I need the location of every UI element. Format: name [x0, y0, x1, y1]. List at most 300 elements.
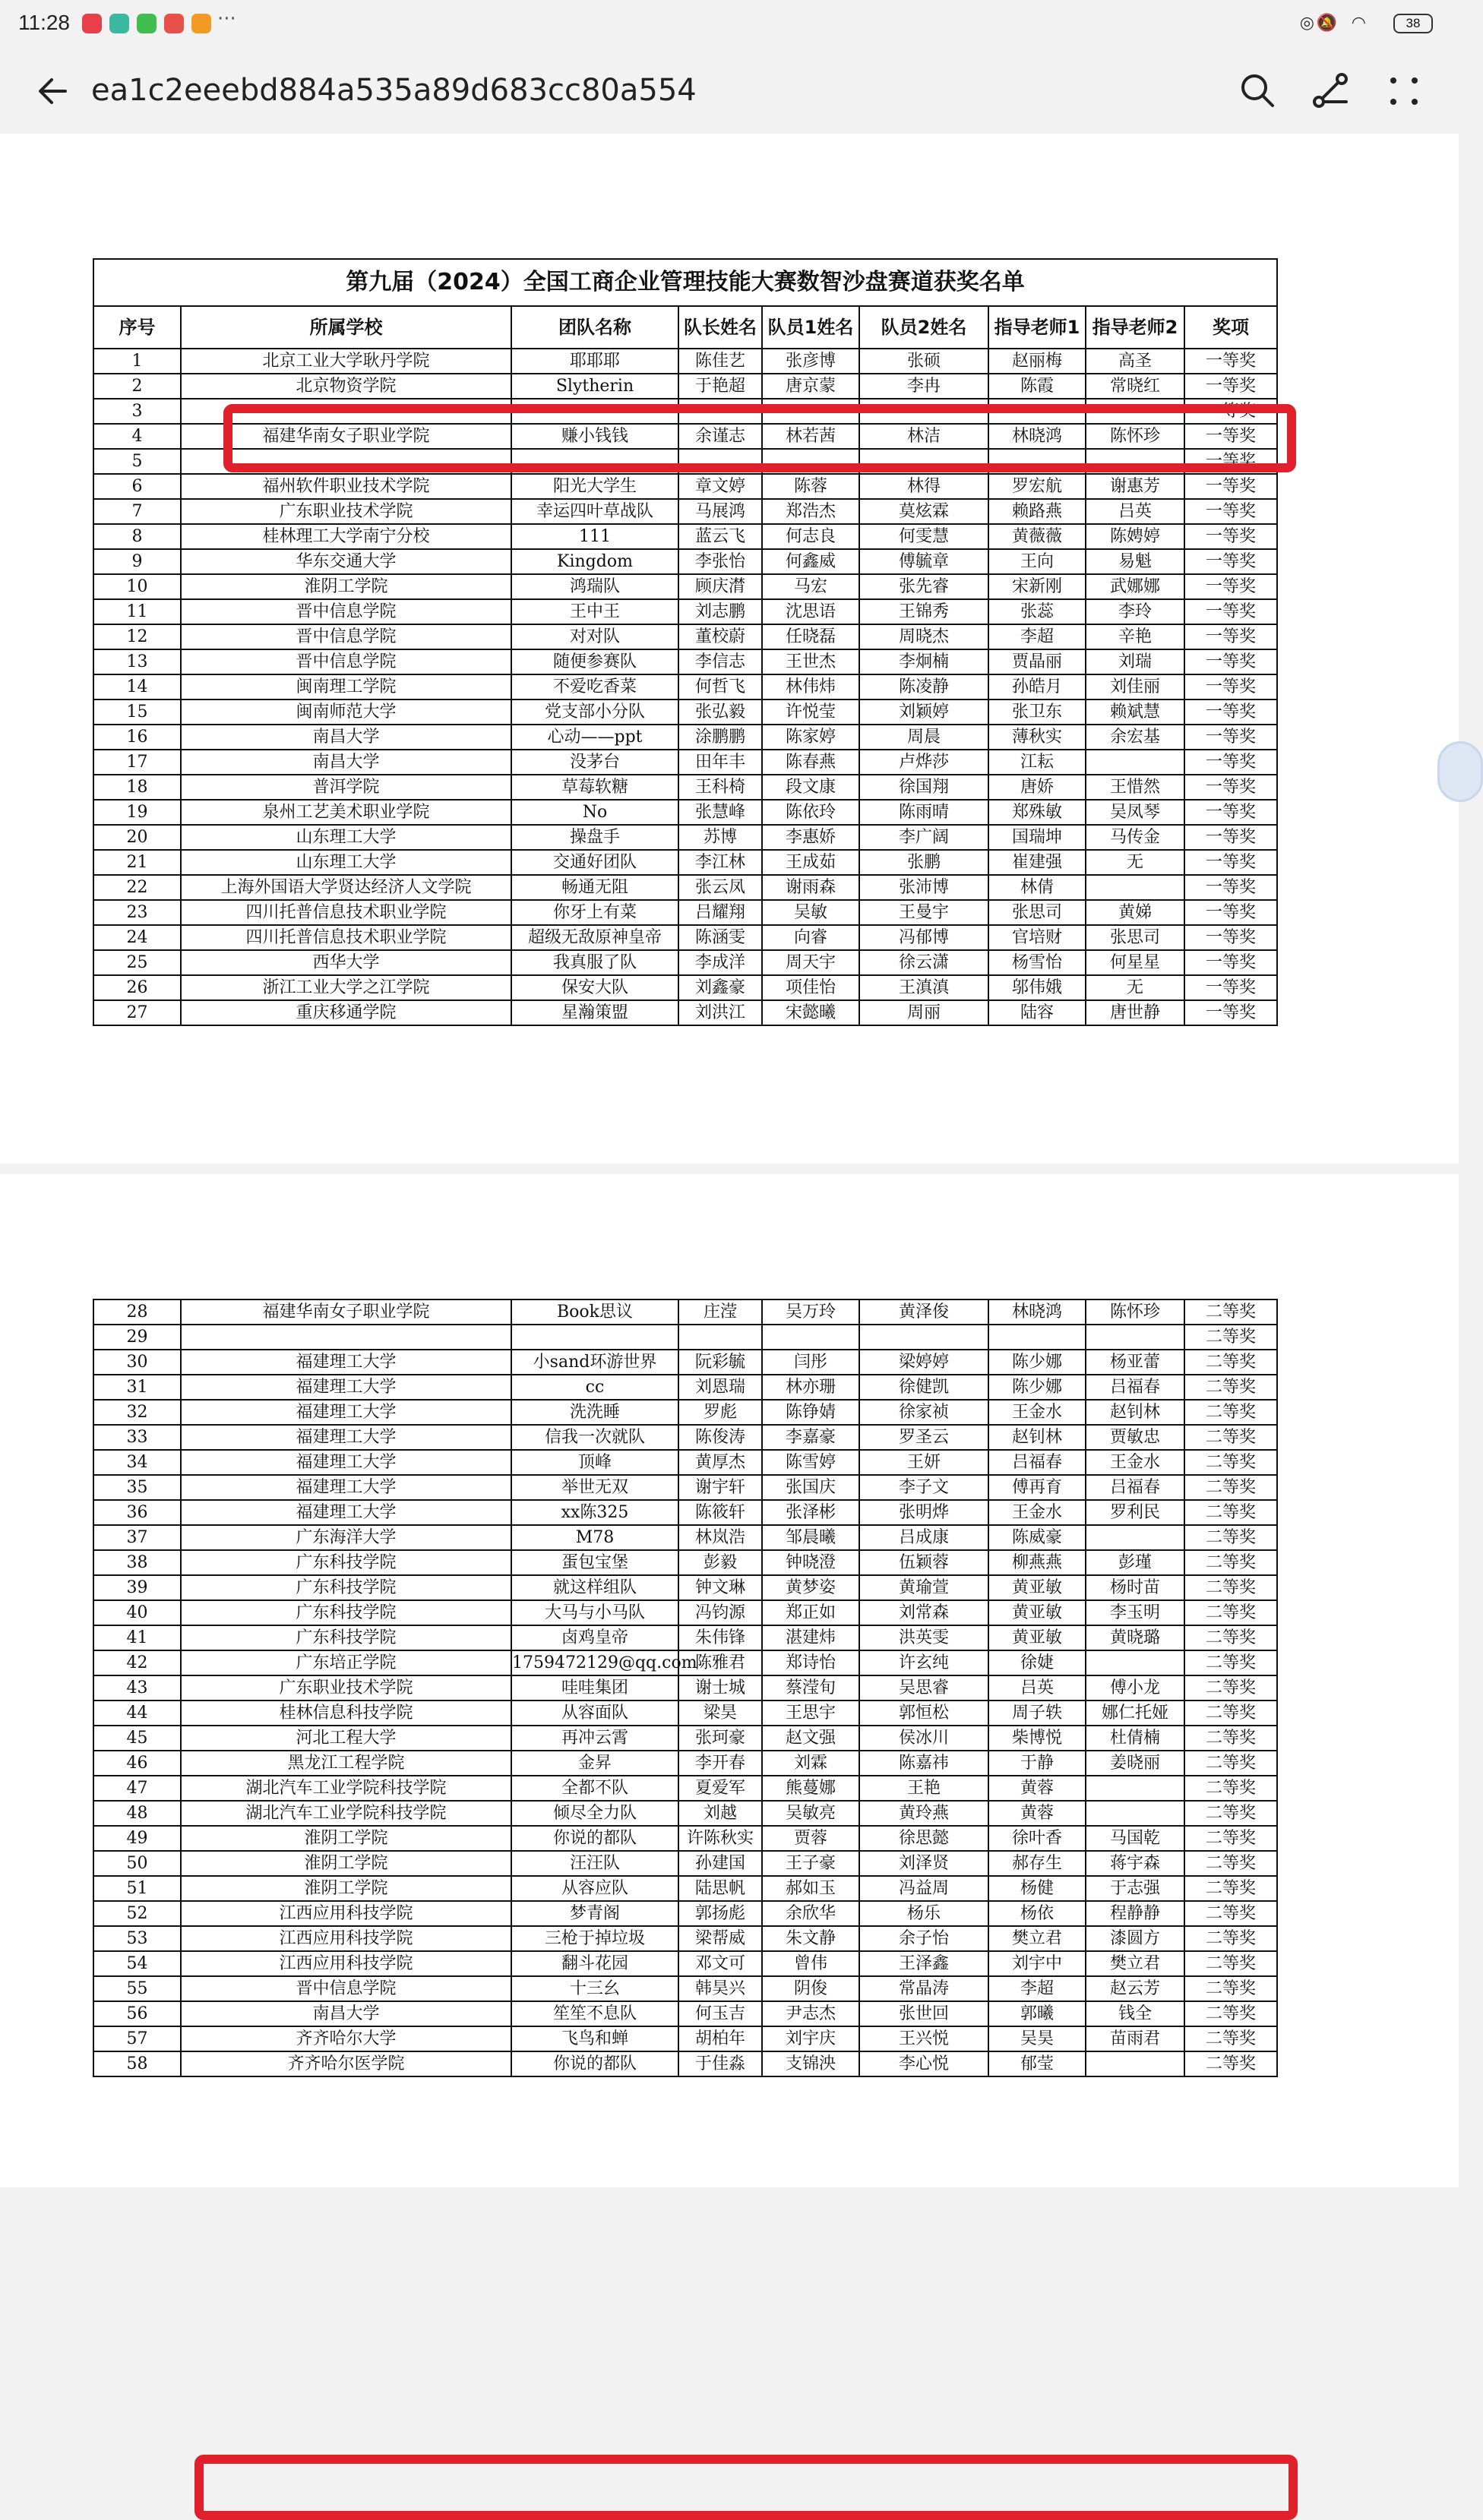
table-cell: 吕福春 [1086, 1475, 1184, 1500]
table-cell: 周晓杰 [859, 624, 988, 649]
table-cell [511, 1325, 678, 1350]
table-cell: 郭扬彪 [678, 1901, 762, 1926]
table-cell: 14 [93, 674, 181, 699]
table-row [93, 1600, 1277, 1625]
table-cell: 38 [93, 1550, 181, 1575]
table-cell: 一等奖 [1184, 499, 1277, 524]
table-cell: 王艳 [859, 1776, 988, 1801]
table-cell: 3 [93, 399, 181, 424]
table-cell: 罗圣云 [859, 1425, 988, 1450]
table-cell: 顶峰 [511, 1450, 678, 1475]
table-cell: 黄瑜萱 [859, 1575, 988, 1600]
table-cell: 武娜娜 [1086, 574, 1184, 599]
table-cell: 58 [93, 2051, 181, 2076]
table-cell: 何玉吉 [678, 2001, 762, 2026]
table-cell: 尹志杰 [762, 2001, 859, 2026]
battery-icon: 38 [1393, 14, 1433, 33]
table-cell: 浙江工业大学之江学院 [181, 975, 511, 1000]
table-cell [859, 1325, 988, 1350]
table-cell: 杨健 [988, 1876, 1086, 1901]
table-cell: 李广阔 [859, 825, 988, 850]
table-cell: 张思司 [988, 900, 1086, 925]
table-cell: 黑龙江工程学院 [181, 1751, 511, 1776]
table-cell: 福州软件职业技术学院 [181, 474, 511, 499]
column-header: 队长姓名 [678, 306, 762, 349]
table-cell: 黄泽俊 [859, 1299, 988, 1325]
table-cell: 29 [93, 1325, 181, 1350]
table-cell: 张彦博 [762, 349, 859, 374]
table-cell: 二等奖 [1184, 1400, 1277, 1425]
table-cell: 二等奖 [1184, 1901, 1277, 1926]
table-cell: M78 [511, 1525, 678, 1550]
table-cell: 晋中信息学院 [181, 624, 511, 649]
table-cell: 苏博 [678, 825, 762, 850]
table-cell: 曾伟 [762, 1951, 859, 1976]
table-cell: 项佳怡 [762, 975, 859, 1000]
table-cell: 淮阴工学院 [181, 1876, 511, 1901]
table-cell: 郑正如 [762, 1600, 859, 1625]
table-cell: 晋中信息学院 [181, 599, 511, 624]
table-cell: 闽南理工学院 [181, 674, 511, 699]
mute-icon: 🔕 [1316, 14, 1337, 33]
table-cell: 32 [93, 1400, 181, 1425]
table-row [93, 1701, 1277, 1726]
table-cell: 徐婕 [988, 1650, 1086, 1675]
table-cell: 黄玲燕 [859, 1801, 988, 1826]
table-title: 第九届（2024）全国工商企业管理技能大赛数智沙盘赛道获奖名单 [93, 259, 1277, 306]
table-cell: 无 [1086, 850, 1184, 875]
table-header-row [93, 306, 1277, 349]
table-cell: 23 [93, 900, 181, 925]
column-header: 团队名称 [511, 306, 678, 349]
table-cell: 杨时苗 [1086, 1575, 1184, 1600]
table-row [93, 374, 1277, 399]
table-cell: 向睿 [762, 925, 859, 950]
table-cell: 官培财 [988, 925, 1086, 950]
table-cell: 莫炫霖 [859, 499, 988, 524]
table-cell: 一等奖 [1184, 399, 1277, 424]
table-cell: 赵钊林 [988, 1425, 1086, 1450]
table-row [93, 1525, 1277, 1550]
table-cell: 上海外国语大学贤达经济人文学院 [181, 875, 511, 900]
table-cell: 李玲 [1086, 599, 1184, 624]
table-cell: 田年丰 [678, 750, 762, 775]
video-app-icon [191, 14, 211, 33]
table-cell: 阳光大学生 [511, 474, 678, 499]
table-cell: 吴凤琴 [1086, 800, 1184, 825]
table-cell: 你牙上有菜 [511, 900, 678, 925]
table-cell: 张弘毅 [678, 699, 762, 725]
table-cell: 黄亚敏 [988, 1575, 1086, 1600]
table-cell: 李心悦 [859, 2051, 988, 2076]
table-cell: 林洁 [859, 424, 988, 449]
table-row [93, 499, 1277, 524]
table-cell: 从容应队 [511, 1876, 678, 1901]
table-cell: 二等奖 [1184, 1976, 1277, 2001]
table-cell: 53 [93, 1926, 181, 1951]
table-cell: 刘恩瑞 [678, 1375, 762, 1400]
table-cell [1086, 750, 1184, 775]
table-cell: 于艳超 [678, 374, 762, 399]
table-cell: 赚小钱钱 [511, 424, 678, 449]
table-cell: 李成洋 [678, 950, 762, 975]
table-cell: 李信志 [678, 649, 762, 674]
table-cell: 赵钊林 [1086, 1400, 1184, 1425]
table-cell: 王滇滇 [859, 975, 988, 1000]
table-cell: 57 [93, 2026, 181, 2051]
table-row [93, 750, 1277, 775]
table-cell: 山东理工大学 [181, 850, 511, 875]
table-cell: 湛建炜 [762, 1625, 859, 1650]
table-cell: 周晨 [859, 725, 988, 750]
table-cell: 陆思帆 [678, 1876, 762, 1901]
table-cell: 30 [93, 1350, 181, 1375]
table-row [93, 2051, 1277, 2076]
table-cell: 蓝云飞 [678, 524, 762, 549]
table-cell: 二等奖 [1184, 1650, 1277, 1675]
table-row [93, 1726, 1277, 1751]
table-cell: 山东理工大学 [181, 825, 511, 850]
table-cell: 贾敏忠 [1086, 1425, 1184, 1450]
table-cell: 邬伟娥 [988, 975, 1086, 1000]
table-cell: 一等奖 [1184, 424, 1277, 449]
table-cell: 周子轶 [988, 1701, 1086, 1726]
table-cell: 42 [93, 1650, 181, 1675]
table-cell: 耶耶耶 [511, 349, 678, 374]
table-cell: 陈佳艺 [678, 349, 762, 374]
table-cell: 南昌大学 [181, 750, 511, 775]
table-row [93, 1876, 1277, 1901]
table-cell: 吕福春 [988, 1450, 1086, 1475]
table-cell: 一等奖 [1184, 875, 1277, 900]
table-cell: 陈铮婧 [762, 1400, 859, 1425]
table-cell: 54 [93, 1951, 181, 1976]
table-cell: 35 [93, 1475, 181, 1500]
table-cell: 庄滢 [678, 1299, 762, 1325]
table-cell: 陈威豪 [988, 1525, 1086, 1550]
table-cell: 薄秋实 [988, 725, 1086, 750]
table-cell: 李江林 [678, 850, 762, 875]
table-row [93, 2026, 1277, 2051]
table-cell: 朱文静 [762, 1926, 859, 1951]
table-row [93, 1425, 1277, 1450]
search-icon[interactable] [1238, 71, 1276, 109]
table-cell: 7 [93, 499, 181, 524]
back-arrow-icon[interactable] [32, 70, 74, 112]
table-cell: 张沛博 [859, 875, 988, 900]
table-cell: 梁帮威 [678, 1926, 762, 1951]
table-cell: 郁莹 [988, 2051, 1086, 2076]
table-cell: 李超 [988, 624, 1086, 649]
table-cell: 二等奖 [1184, 1299, 1277, 1325]
table-cell: 大马与小马队 [511, 1600, 678, 1625]
table-cell: 一等奖 [1184, 574, 1277, 599]
table-cell: 马国乾 [1086, 1826, 1184, 1851]
table-row [93, 349, 1277, 374]
table-cell: 泉州工艺美术职业学院 [181, 800, 511, 825]
table-cell: 樊立君 [1086, 1951, 1184, 1976]
table-cell: 心动——ppt [511, 725, 678, 750]
table-cell: 金昇 [511, 1751, 678, 1776]
table-cell: 王金水 [988, 1500, 1086, 1525]
table-cell: 张思司 [1086, 925, 1184, 950]
table-cell: 国瑞坤 [988, 825, 1086, 850]
highlight-box [194, 2455, 1298, 2520]
table-cell: 郭曦 [988, 2001, 1086, 2026]
wifi-icon: ◠ [1351, 14, 1366, 33]
table-cell: 吕成康 [859, 1525, 988, 1550]
table-cell: 余子怡 [859, 1926, 988, 1951]
table-cell: 蒋宇森 [1086, 1851, 1184, 1876]
column-header: 队员2姓名 [859, 306, 988, 349]
table-cell: 梦青阁 [511, 1901, 678, 1926]
table-cell: Slytherin [511, 374, 678, 399]
column-header: 指导老师1 [988, 306, 1086, 349]
table-cell: 傅小龙 [1086, 1675, 1184, 1701]
table-cell: 赵丽梅 [988, 349, 1086, 374]
table-row [93, 1650, 1277, 1675]
table-cell: 杨雪怡 [988, 950, 1086, 975]
table-cell: 李张怡 [678, 549, 762, 574]
table-cell: 黄娣 [1086, 900, 1184, 925]
table-cell: 二等奖 [1184, 1726, 1277, 1751]
table-cell: 二等奖 [1184, 1876, 1277, 1901]
table-cell: 韩昊兴 [678, 1976, 762, 2001]
table-cell: 江西应用科技学院 [181, 1901, 511, 1926]
table-cell: 飞鸟和蝉 [511, 2026, 678, 2051]
table-cell: 苗雨君 [1086, 2026, 1184, 2051]
table-cell: 四川托普信息技术职业学院 [181, 925, 511, 950]
table-row [93, 549, 1277, 574]
table-cell: 常晓红 [1086, 374, 1184, 399]
table-cell: 顾庆潸 [678, 574, 762, 599]
table-cell: 刘洪江 [678, 1000, 762, 1025]
table-cell: 唐娇 [988, 775, 1086, 800]
table-cell: 吕英 [988, 1675, 1086, 1701]
table-cell: 王科椅 [678, 775, 762, 800]
table-cell: 闽南师范大学 [181, 699, 511, 725]
table-cell: 二等奖 [1184, 1325, 1277, 1350]
table-cell: 一等奖 [1184, 775, 1277, 800]
table-cell: 二等奖 [1184, 1500, 1277, 1525]
app-bar [0, 49, 1459, 134]
notification-app-icon [164, 14, 184, 33]
table-cell: 黄梦姿 [762, 1575, 859, 1600]
table-cell: 胡柏年 [678, 2026, 762, 2051]
table-cell: 王向 [988, 549, 1086, 574]
table-row [93, 1500, 1277, 1525]
table-cell: 36 [93, 1500, 181, 1525]
table-cell: 你说的都队 [511, 2051, 678, 2076]
table-cell: 一等奖 [1184, 374, 1277, 399]
table-cell: 保安大队 [511, 975, 678, 1000]
table-cell: 傅再育 [988, 1475, 1086, 1500]
table-row [93, 674, 1277, 699]
table-cell: 彭瑾 [1086, 1550, 1184, 1575]
table-cell: 就这样组队 [511, 1575, 678, 1600]
table-cell: 林亦珊 [762, 1375, 859, 1400]
table-cell: 漆圆方 [1086, 1926, 1184, 1951]
table-cell: 再冲云霄 [511, 1726, 678, 1751]
table-cell: 刘常森 [859, 1600, 988, 1625]
table-cell: 37 [93, 1525, 181, 1550]
table-cell: 于静 [988, 1751, 1086, 1776]
table-cell: 张先睿 [859, 574, 988, 599]
table-cell: 黄蓉 [988, 1801, 1086, 1826]
table-row [93, 1000, 1277, 1025]
table-cell: 31 [93, 1375, 181, 1400]
table-cell: 22 [93, 875, 181, 900]
table-cell: 张鹏 [859, 850, 988, 875]
table-row [93, 1575, 1277, 1600]
table-cell: 你说的都队 [511, 1826, 678, 1851]
table-cell: 何志良 [762, 524, 859, 549]
more-options-icon[interactable] [1383, 71, 1425, 111]
table-row [93, 1450, 1277, 1475]
table-row [93, 599, 1277, 624]
table-cell: 唐世静 [1086, 1000, 1184, 1025]
table-cell: 冯益周 [859, 1876, 988, 1901]
table-cell: 一等奖 [1184, 474, 1277, 499]
table-cell: 闫彤 [762, 1350, 859, 1375]
table-cell: 邓文可 [678, 1951, 762, 1976]
table-cell: 陈少娜 [988, 1375, 1086, 1400]
table-cell: 哇哇集团 [511, 1675, 678, 1701]
table-row [93, 1901, 1277, 1926]
table-cell: 涂鹏鹏 [678, 725, 762, 750]
table-cell: 福建华南女子职业学院 [181, 1299, 511, 1325]
award-table-page-1 [93, 258, 1278, 1026]
table-row [93, 574, 1277, 599]
table-row [93, 875, 1277, 900]
table-cell: 谢宇轩 [678, 1475, 762, 1500]
table-cell: 从容面队 [511, 1701, 678, 1726]
table-cell: 二等奖 [1184, 1951, 1277, 1976]
table-cell: 黄亚敏 [988, 1625, 1086, 1650]
table-cell: 二等奖 [1184, 2026, 1277, 2051]
table-cell: 西华大学 [181, 950, 511, 975]
table-cell: 邹晨曦 [762, 1525, 859, 1550]
table-cell: 晋中信息学院 [181, 1976, 511, 2001]
table-row [93, 1976, 1277, 2001]
table-row [93, 1299, 1277, 1325]
table-cell: 17 [93, 750, 181, 775]
share-icon[interactable] [1311, 71, 1351, 111]
table-cell: 何鑫威 [762, 549, 859, 574]
table-cell: 张珂豪 [678, 1726, 762, 1751]
table-cell: 蔡滢旬 [762, 1675, 859, 1701]
table-cell: 王锦秀 [859, 599, 988, 624]
table-cell: 贾蓉 [762, 1826, 859, 1851]
table-cell: 林若茜 [762, 424, 859, 449]
table-cell: 6 [93, 474, 181, 499]
table-cell: 一等奖 [1184, 699, 1277, 725]
table-cell: 淮阴工学院 [181, 574, 511, 599]
table-cell: 广东培正学院 [181, 1650, 511, 1675]
table-cell: 徐家祯 [859, 1400, 988, 1425]
table-cell: 桂林理工大学南宁分校 [181, 524, 511, 549]
table-cell: 陈筱轩 [678, 1500, 762, 1525]
table-cell: 河北工程大学 [181, 1726, 511, 1751]
table-cell: 吕英 [1086, 499, 1184, 524]
table-cell: 二等奖 [1184, 1851, 1277, 1876]
table-cell: 张硕 [859, 349, 988, 374]
table-cell: 12 [93, 624, 181, 649]
table-cell: 于志强 [1086, 1876, 1184, 1901]
table-cell [1086, 1650, 1184, 1675]
highlight-box [223, 404, 1296, 472]
table-cell: 党支部小分队 [511, 699, 678, 725]
table-row [93, 950, 1277, 975]
table-cell: 李惠娇 [762, 825, 859, 850]
table-cell: 28 [93, 1299, 181, 1325]
table-cell: 易魁 [1086, 549, 1184, 574]
table-cell: 刘宇庆 [762, 2026, 859, 2051]
table-cell: 唐京蒙 [762, 374, 859, 399]
table-cell: 吴思睿 [859, 1675, 988, 1701]
table-cell: 宋新刚 [988, 574, 1086, 599]
table-cell: Kingdom [511, 549, 678, 574]
table-cell: 任晓磊 [762, 624, 859, 649]
table-row [93, 1776, 1277, 1801]
table-cell: 对对队 [511, 624, 678, 649]
table-cell: 刘鑫豪 [678, 975, 762, 1000]
table-cell: 南昌大学 [181, 725, 511, 750]
table-cell: 信我一次就队 [511, 1425, 678, 1450]
table-cell: 阮彩毓 [678, 1350, 762, 1375]
table-cell: 二等奖 [1184, 1776, 1277, 1801]
table-row [93, 825, 1277, 850]
table-cell: 朱伟锋 [678, 1625, 762, 1650]
table-cell: 41 [93, 1625, 181, 1650]
table-row [93, 975, 1277, 1000]
table-cell: 小sand环游世界 [511, 1350, 678, 1375]
table-cell [762, 1325, 859, 1350]
table-cell: 彭毅 [678, 1550, 762, 1575]
table-cell: 张云凤 [678, 875, 762, 900]
table-cell [988, 1325, 1086, 1350]
table-cell: 谢士城 [678, 1675, 762, 1701]
table-cell: 50 [93, 1851, 181, 1876]
table-cell: 徐健凯 [859, 1375, 988, 1400]
table-cell: 晋中信息学院 [181, 649, 511, 674]
column-header: 奖项 [1184, 306, 1277, 349]
table-cell: 陈怀珍 [1086, 424, 1184, 449]
table-cell: 侯冰川 [859, 1726, 988, 1751]
table-cell: 一等奖 [1184, 524, 1277, 549]
table-cell: 二等奖 [1184, 1675, 1277, 1701]
table-cell: 幸运四叶草战队 [511, 499, 678, 524]
column-header: 指导老师2 [1086, 306, 1184, 349]
table-cell: 19 [93, 800, 181, 825]
table-cell: 广东科技学院 [181, 1575, 511, 1600]
table-cell: 崔建强 [988, 850, 1086, 875]
file-title: ea1c2eeebd884a535a89d683cc80a554 [91, 73, 697, 108]
column-header: 队员1姓名 [762, 306, 859, 349]
table-row [93, 800, 1277, 825]
table-cell: 8 [93, 524, 181, 549]
table-cell: 樊立君 [988, 1926, 1086, 1951]
table-cell: 钟晓澄 [762, 1550, 859, 1575]
table-row [93, 850, 1277, 875]
table-cell: 刘颖婷 [859, 699, 988, 725]
table-cell: 24 [93, 925, 181, 950]
floating-scroll-handle[interactable] [1437, 741, 1483, 802]
table-cell: 畅通无阻 [511, 875, 678, 900]
table-cell: 杜倩楠 [1086, 1726, 1184, 1751]
table-cell: 刘泽贤 [859, 1851, 988, 1876]
table-cell: 冯郁博 [859, 925, 988, 950]
